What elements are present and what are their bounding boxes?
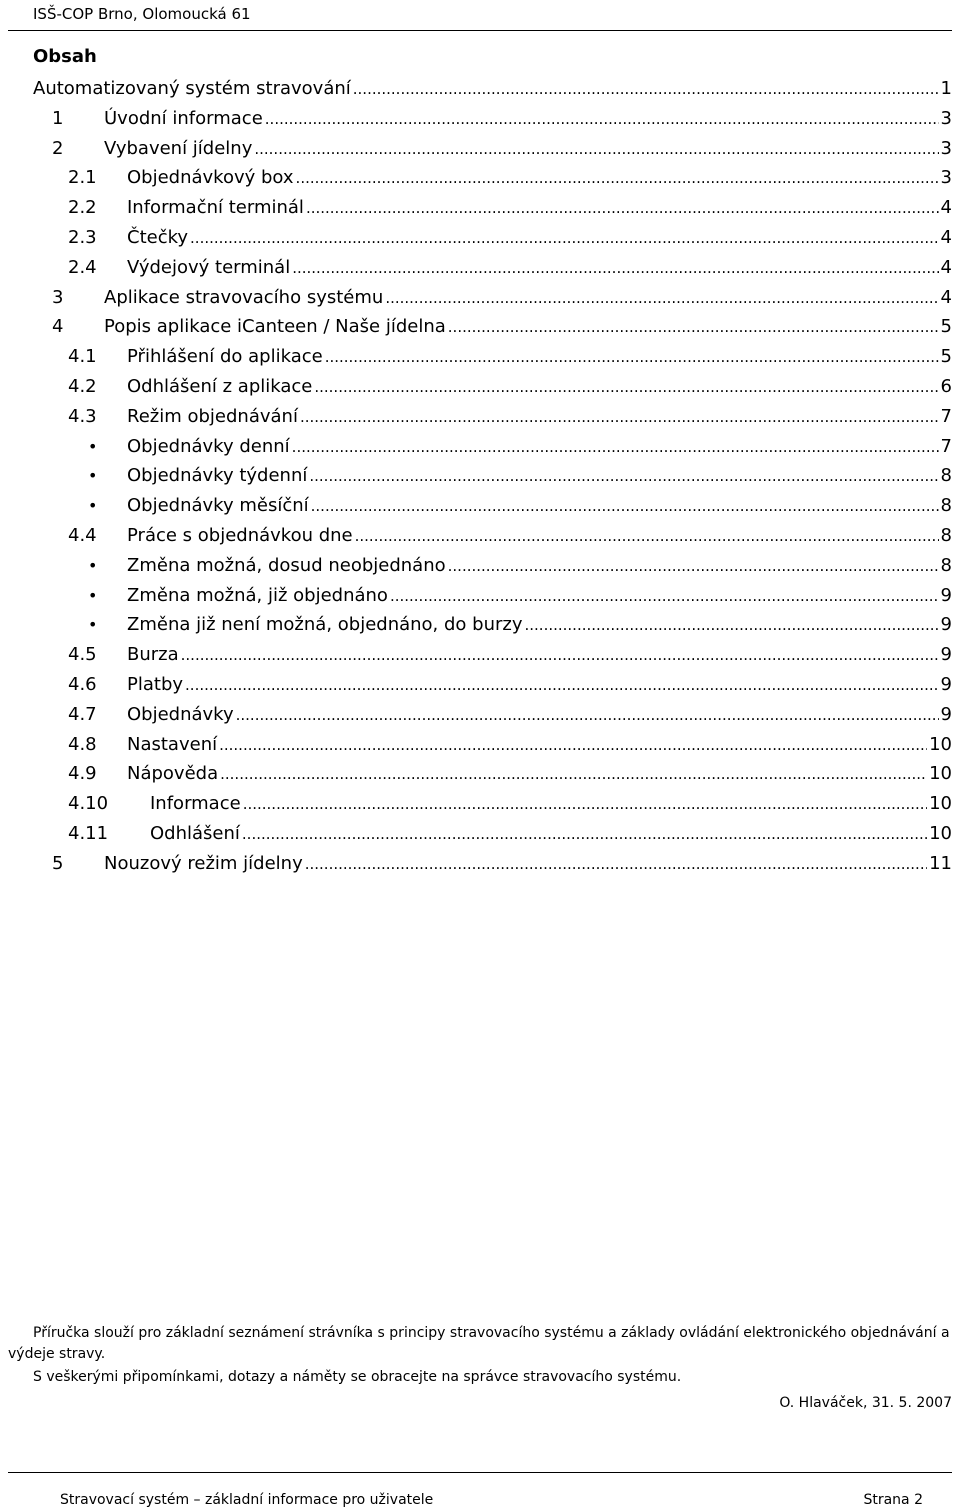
toc-entry[interactable] [0, 730, 960, 760]
toc-entry-number: 2.1 [68, 167, 97, 189]
toc-entry-number: 3 [52, 286, 64, 308]
dot-leader [220, 759, 927, 789]
toc-entry[interactable] [0, 312, 960, 342]
toc-entry-text: Výdejový terminál [127, 256, 291, 278]
toc-entry[interactable] [0, 342, 960, 372]
toc-entry-number: 4.11 [68, 823, 109, 844]
toc-entry-text: Objednávkový box [127, 167, 294, 189]
toc-entry[interactable] [0, 193, 960, 223]
toc-entry-text: Nápověda [127, 763, 219, 785]
toc-entry-text: Úvodní informace [104, 107, 263, 129]
toc-entry-text: Popis aplikace iCanteen / Naše jídelna [104, 316, 446, 338]
toc-entry-page: 3 [940, 137, 952, 159]
toc-entry-page: 4 [940, 227, 952, 248]
bullet-icon: • [88, 585, 98, 605]
toc-entry-text: Práce s objednávkou dne [127, 525, 353, 546]
dot-leader [448, 312, 939, 342]
toc-entry-number: 4.1 [68, 346, 97, 368]
toc-entry-text: Změna již není možná, objednáno, do burzy [127, 614, 523, 636]
dot-leader [292, 253, 938, 283]
toc-entry-page: 9 [940, 584, 952, 606]
dot-leader [181, 640, 939, 670]
toc-entry[interactable] [0, 670, 960, 700]
dot-leader [355, 521, 939, 551]
toc-entry[interactable] [0, 581, 960, 611]
toc-entry-page: 6 [940, 376, 952, 397]
toc-entry-number: 2.2 [68, 197, 97, 219]
toc-entry[interactable] [0, 700, 960, 730]
toc-entry-text: Nouzový režim jídelny [104, 852, 303, 874]
toc-entry-text: Čtečky [127, 227, 189, 248]
dot-leader [185, 670, 939, 700]
toc-entry-page: 10 [929, 733, 952, 755]
toc-entry[interactable] [0, 819, 960, 849]
bullet-icon: • [88, 496, 98, 516]
toc-entry-text: Změna možná, již objednáno [127, 584, 388, 606]
signature: O. Hlaváček, 31. 5. 2007 [779, 1395, 952, 1411]
header-rule [8, 30, 952, 31]
toc-entry[interactable] [0, 163, 960, 193]
toc-entry-text: Objednávky týdenní [127, 465, 308, 487]
toc-entry-number: 4.6 [68, 674, 97, 695]
dot-leader [311, 491, 939, 521]
toc-entry-number: 5 [52, 852, 64, 874]
toc-entry[interactable] [0, 253, 960, 283]
dot-leader [254, 134, 938, 164]
toc-entry[interactable] [0, 491, 960, 521]
toc-entry-number: 4 [52, 316, 64, 338]
dot-leader [385, 283, 938, 313]
dot-leader [353, 74, 939, 104]
toc-entry-text: Objednávky denní [127, 435, 290, 457]
bullet-icon: • [88, 615, 98, 635]
dot-leader [300, 402, 939, 432]
toc-entry-number: 1 [52, 107, 64, 129]
dot-leader [190, 223, 939, 253]
toc-entry-text: Objednávky měsíční [127, 495, 309, 517]
toc-entry-text: Objednávky [127, 703, 234, 725]
dot-leader [236, 700, 939, 730]
toc-entry-page: 9 [940, 644, 952, 666]
toc-entry-page: 8 [940, 465, 952, 487]
toc-entry-number: 4.2 [68, 376, 97, 397]
dot-leader [305, 849, 927, 879]
toc-entry[interactable] [0, 640, 960, 670]
toc-entry-page: 4 [940, 197, 952, 219]
dot-leader [265, 104, 939, 134]
toc-entry[interactable] [0, 372, 960, 402]
dot-leader [325, 342, 939, 372]
dot-leader [306, 193, 939, 223]
toc-entry-page: 10 [929, 763, 952, 785]
toc-entry-number: 4.10 [68, 793, 109, 815]
dot-leader [242, 819, 927, 849]
toc-entry-page: 10 [929, 793, 952, 815]
toc-entry-page: 3 [940, 167, 952, 189]
toc-entry-number: 4.5 [68, 644, 97, 666]
toc-entry-page: 8 [940, 554, 952, 576]
footer-rule [8, 1472, 952, 1473]
toc-entry-text: Vybavení jídelny [104, 137, 253, 159]
toc-entry-page: 7 [940, 435, 952, 457]
toc-entry-page: 4 [940, 286, 952, 308]
notice-block [8, 1323, 952, 1388]
dot-leader [219, 730, 927, 760]
dot-leader [390, 581, 939, 611]
toc-entry[interactable] [0, 402, 960, 432]
toc-entry-text: Aplikace stravovacího systému [104, 286, 384, 308]
toc-entry-text: Platby [127, 674, 184, 695]
bullet-icon: • [88, 466, 98, 486]
toc-entry-number: 4.8 [68, 733, 97, 755]
toc-entry-text: Odhlášení [150, 823, 240, 844]
toc-entry[interactable] [0, 610, 960, 640]
bullet-icon: • [88, 555, 98, 575]
toc-entry-text: Informace [150, 793, 241, 815]
toc-entry[interactable] [0, 432, 960, 462]
toc-entry[interactable] [0, 789, 960, 819]
dot-leader [292, 432, 939, 462]
toc-entry[interactable] [0, 461, 960, 491]
toc-entry[interactable] [0, 759, 960, 789]
toc-entry[interactable] [0, 551, 960, 581]
dot-leader [243, 789, 927, 819]
toc-entry-text: Přihlášení do aplikace [127, 346, 323, 368]
dot-leader [314, 372, 938, 402]
toc-entry[interactable] [0, 104, 960, 134]
toc-entry[interactable] [0, 521, 960, 551]
toc-entry-number: 4.7 [68, 703, 97, 725]
toc-entry-page: 7 [940, 405, 952, 427]
toc-entry-page: 9 [940, 703, 952, 725]
toc-entry-page: 4 [940, 256, 952, 278]
dot-leader [448, 551, 939, 581]
toc-entry-page: 11 [929, 852, 952, 874]
dot-leader [525, 610, 939, 640]
toc-entry-text: Změna možná, dosud neobjednáno [127, 554, 446, 576]
toc-entry-page: 8 [940, 495, 952, 517]
footer-title: Stravovací systém – základní informace pro uživatele [60, 1492, 434, 1508]
dot-leader [309, 461, 938, 491]
toc-entry-number: 4.4 [68, 525, 97, 546]
toc-entry-page: 9 [940, 674, 952, 695]
notice-paragraph-2: S veškerými připomínkami, dotazy a náměty se obracejte na správce stravovacího systému. [33, 1369, 682, 1385]
toc-entry[interactable] [0, 223, 960, 253]
toc-entry[interactable] [0, 849, 960, 879]
toc-entry-number: 2 [52, 137, 64, 159]
toc-entry-text: Nastavení [127, 733, 218, 755]
toc-entry-page: 3 [940, 107, 952, 129]
toc-entry-number: 2.4 [68, 256, 97, 278]
notice-paragraph-1: Příručka slouží pro základní seznámení strávníka s principy stravovacího systému a základy ovládání elektronického objednávání a výdeje stravy. [8, 1325, 950, 1362]
toc-entry-page: 8 [940, 525, 952, 546]
toc-title: Obsah [33, 46, 97, 67]
toc-entry-page: 5 [940, 316, 952, 338]
toc-entry-number: 4.3 [68, 405, 97, 427]
toc-entry-number: 4.9 [68, 763, 97, 785]
toc-entry-text: Burza [127, 644, 179, 666]
toc-entry-page: 1 [940, 78, 952, 99]
bullet-icon: • [88, 436, 98, 456]
toc-entry-text: Režim objednávání [127, 405, 298, 427]
toc-entry[interactable] [0, 74, 960, 104]
toc-entry-number: 2.3 [68, 227, 97, 248]
toc-entry-page: 9 [940, 614, 952, 636]
toc-entry-text: Automatizovaný systém stravování [33, 78, 351, 99]
toc-entry[interactable] [0, 283, 960, 313]
toc-entry[interactable] [0, 134, 960, 164]
page-header: ISŠ-COP Brno, Olomoucká 61 [33, 5, 251, 23]
dot-leader [296, 163, 939, 193]
toc-entry-page: 10 [929, 823, 952, 844]
toc-entry-page: 5 [940, 346, 952, 368]
toc-entry-text: Odhlášení z aplikace [127, 376, 313, 397]
toc-entry-text: Informační terminál [127, 197, 304, 219]
page-number: Strana 2 [863, 1492, 923, 1508]
